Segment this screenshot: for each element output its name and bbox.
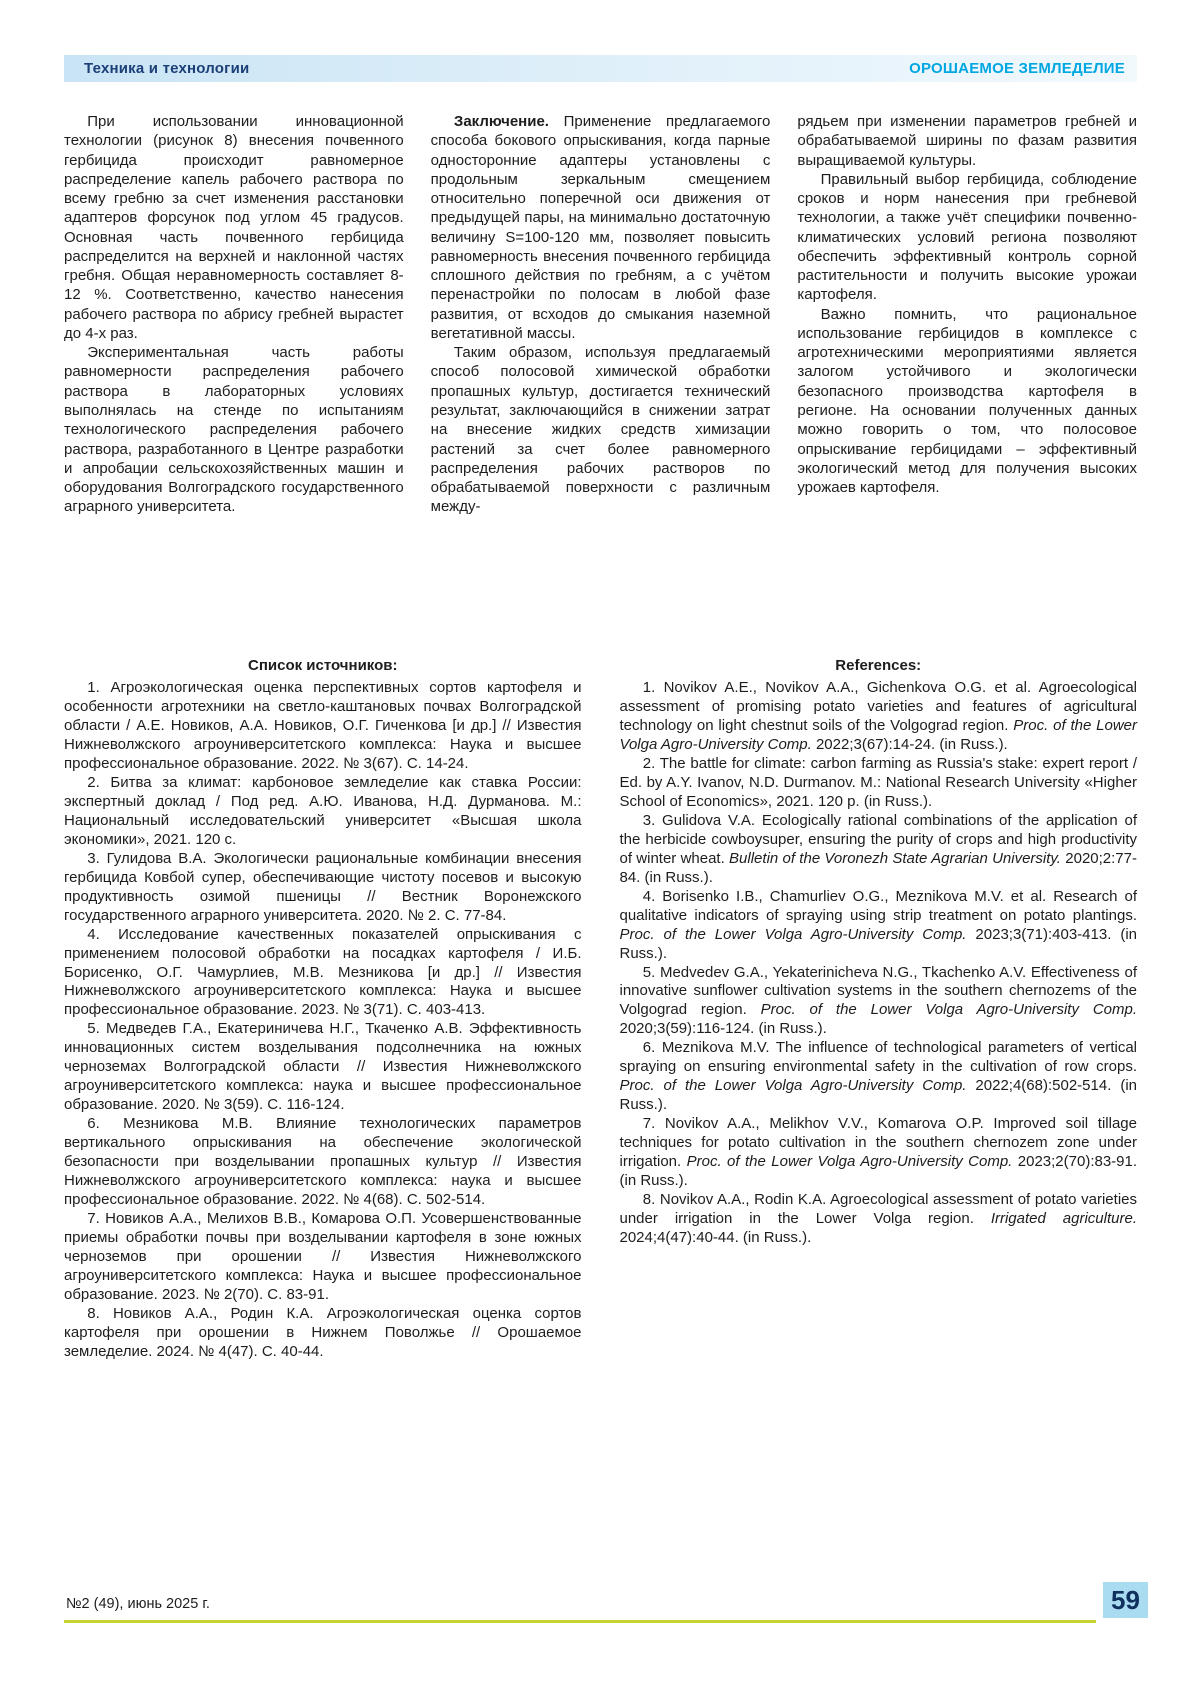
journal-section-title: ОРОШАЕМОЕ ЗЕМЛЕДЕЛИЕ	[909, 60, 1125, 77]
references-section	[64, 657, 1137, 1362]
body-column-3	[797, 112, 1137, 517]
body-column-2	[431, 112, 771, 517]
references-ru-title: Список источников:	[248, 657, 398, 674]
reference-item: 8. Новиков А.А., Родин К.А. Агроэкологическая оценка сортов картофеля при орошении в Нижнем Поволжье // Орошаемое земледелие. 2024. № 4(47). С. 40-44.	[64, 1304, 582, 1360]
page-number-badge: 59	[1103, 1582, 1148, 1618]
page-header	[64, 55, 1137, 82]
footer-issue-label: №2 (49), июнь 2025 г.	[66, 1596, 210, 1612]
footer-rule	[64, 1620, 1096, 1623]
reference-item: 5. Медведев Г.А., Екатериничева Н.Г., Ткаченко А.В. Эффективность инновационных систем возделывания подсолнечника на южных черноземах Волгоградской области // Известия Нижневолжского агроуниверситетского комплекса: наука и высшее профессиональное образование. 2020. № 3(59). С. 116-124.	[64, 1020, 582, 1114]
article-body	[64, 112, 1137, 517]
reference-item: 6. Meznikova M.V. The influence of technological parameters of vertical spraying on ensuring environmental safety in the cultivation of row crops. Proc. of the Lower Volga Agro-University Comp. 2022;4(68):502-514. (in Russ.).	[619, 1039, 1138, 1114]
reference-item: 4. Borisenko I.B., Chamurliev O.G., Meznikova M.V. et al. Research of qualitative indicators of spraying using strip treatment on potato plantings. Proc. of the Lower Volga Agro-University Comp. 2023;3(71):403-413. (in Russ.).	[619, 887, 1138, 962]
reference-item: 6. Мезникова М.В. Влияние технологических параметров вертикального опрыскивания на обеспечение экологической безопасности при возделывании пропашных культур // Известия Нижневолжского агроуниверситетского комплекса: наука и высшее профессиональное образование. 2022. № 4(68). С. 502-514.	[64, 1115, 582, 1209]
reference-item: 7. Novikov A.A., Melikhov V.V., Komarova O.P. Improved soil tillage techniques for potato cultivation in the southern chernozem zone under irrigation. Proc. of the Lower Volga Agro-University Comp. 2023;2(70):83-91. (in Russ.).	[619, 1115, 1138, 1190]
reference-item: 3. Гулидова В.А. Экологически рациональные комбинации внесения гербицида Ковбой супер, обеспечивающие чистоту посевов и высокую продуктивность озимой пшеницы // Вестник Воронежского государственного аграрного университета. 2020. № 2. С. 77-84.	[64, 849, 582, 924]
references-en-list	[620, 679, 1138, 1248]
reference-item: 1. Novikov A.E., Novikov A.A., Gichenkova O.G. et al. Agroecological assessment of promising potato varieties and features of agricultural technology on light chestnut soils of the Volgograd region. Proc. of the Lower Volga Agro-University Comp. 2022;3(67):14-24. (in Russ.).	[619, 678, 1137, 753]
body-paragraph: При использовании инновационной технологии (рисунок 8) внесения почвенного гербицида происходит равномерное распределение капель рабочего раствора по всему гребню за счет изменения расстановки адаптеров форсунок под углом 45 градусов. Основная часть почвенного гербицида распределится на верхней и наклонной частях гребня. Общая неравномерность составляет 8-12 %. Соответственно, качество нанесения рабочего раствора по абрису гребней вырастет до 4-х раз.	[64, 113, 404, 342]
references-ru-list	[64, 679, 582, 1362]
body-paragraph: Правильный выбор гербицида, соблюдение сроков и норм нанесения при гребневой технологии, а также учёт специфики почвенно-климатических условий региона позволяют обеспечить эффективный контроль сорной растительности и получить высокие урожаи картофеля.	[797, 170, 1138, 304]
reference-item: 2. Битва за климат: карбоновое земледелие как ставка России: экспертный доклад / Под ред. А.Ю. Иванова, Н.Д. Дурманова. М.: Национальный исследовательский университет «Высшая школа экономики», 2021. 120 с.	[64, 773, 582, 848]
reference-item: 4. Исследование качественных показателей опрыскивания с применением полосовой обработки на посадках картофеля / И.Б. Борисенко, О.Г. Чамурлиев, М.В. Мезникова [и др.] // Известия Нижневолжского агроуниверситетского комплекса: Наука и высшее профессиональное образование. 2023. № 3(71). С. 403-413.	[64, 925, 582, 1019]
references-en-title: References:	[835, 657, 922, 674]
paragraph-lead-bold: Заключение.	[453, 113, 549, 130]
reference-item: 7. Новиков А.А., Мелихов В.В., Комарова О.П. Усовершенствованные приемы обработки почвы при возделывании картофеля в зоне южных черноземов при орошении // Известия Нижневолжского агроуниверситетского комплекса: Наука и высшее профессиональное образование. 2023. № 2(70). С. 83-91.	[64, 1210, 582, 1303]
reference-item: 3. Gulidova V.A. Ecologically rational combinations of the application of the herbicide cowboysuper, ensuring the purity of crops and high productivity of winter wheat. Bulletin of the Voronezh State Agrarian University. 2020;2:77-84. (in Russ.).	[619, 811, 1137, 886]
body-paragraph: Таким образом, используя предлагаемый способ полосовой химической обработки пропашных культур, достигается технический результат, заключающийся в снижении затрат на внесение жидких средств химизации растений за счет более равномерного распределения рабочих растворов по обрабатываемой поверхности с различным между-	[430, 344, 771, 516]
body-paragraph: Экспериментальная часть работы равномерности распределения рабочего раствора в лабораторных условиях выполнялась на стенде по испытаниям технологического распределения рабочего раствора, разработанного в Центре разработки и апробации сельскохозяйственных машин и оборудования Волгоградского государственного аграрного университета.	[64, 344, 404, 516]
reference-item: 2. The battle for climate: carbon farming as Russia's stake: expert report / Ed. by A.Y. Ivanov, N.D. Durmanov. M.: National Research University «Higher School of Economics», 2021. 120 p. (in Russ.).	[619, 754, 1137, 810]
body-paragraph: Важно помнить, что рациональное использование гербицидов в комплексе с агротехническими мероприятиями является залогом устойчивого и экологически безопасного производства картофеля в регионе. На основании полученных данных можно говорить о том, что полосовое опрыскивание гербицидами – эффективный экологический метод для получения высоких урожаев картофеля.	[797, 305, 1138, 497]
reference-item: 8. Novikov A.A., Rodin K.A. Agroecological assessment of potato varieties under irrigation in the Lower Volga region. Irrigated agriculture. 2024;4(47):40-44. (in Russ.).	[619, 1191, 1137, 1247]
section-label: Техника и технологии	[84, 60, 250, 77]
reference-item: 1. Агроэкологическая оценка перспективных сортов картофеля и особенности агротехники на светло-каштановых почвах Волгоградской области / А.Е. Новиков, А.А. Новиков, О.Г. Гиченкова [и др.] // Известия Нижневолжского агроуниверситетского комплекса: Наука и высшее профессиональное образование. 2022. № 3(67). С. 14-24.	[64, 678, 582, 772]
body-paragraph: Заключение. Применение предлагаемого способа бокового опрыскивания, когда парные односторонние адаптеры установлены с продольным зеркальным смещением относительно поперечной оси движения от предыдущей пары, на минимально достаточную величину S=100-120 мм, позволяет повысить равномерность внесения почвенного гербицида сплошного действия по гребням, а с учётом перенастройки по полосам в любой фазе развития, от всходов до смыкания наземной вегетативной массы.	[430, 113, 771, 342]
references-en-column	[620, 657, 1138, 1362]
references-ru-column	[64, 657, 582, 1362]
reference-item: 5. Medvedev G.A., Yekaterinicheva N.G., Tkachenko A.V. Effectiveness of innovative sunflower cultivation systems in the southern chernozems of the Volgograd region. Proc. of the Lower Volga Agro-University Comp. 2020;3(59):116-124. (in Russ.).	[619, 963, 1138, 1038]
body-column-1	[64, 112, 404, 517]
body-paragraph: рядьем при изменении параметров гребней и обрабатываемой ширины по фазам развития выращиваемой культуры.	[797, 113, 1138, 169]
